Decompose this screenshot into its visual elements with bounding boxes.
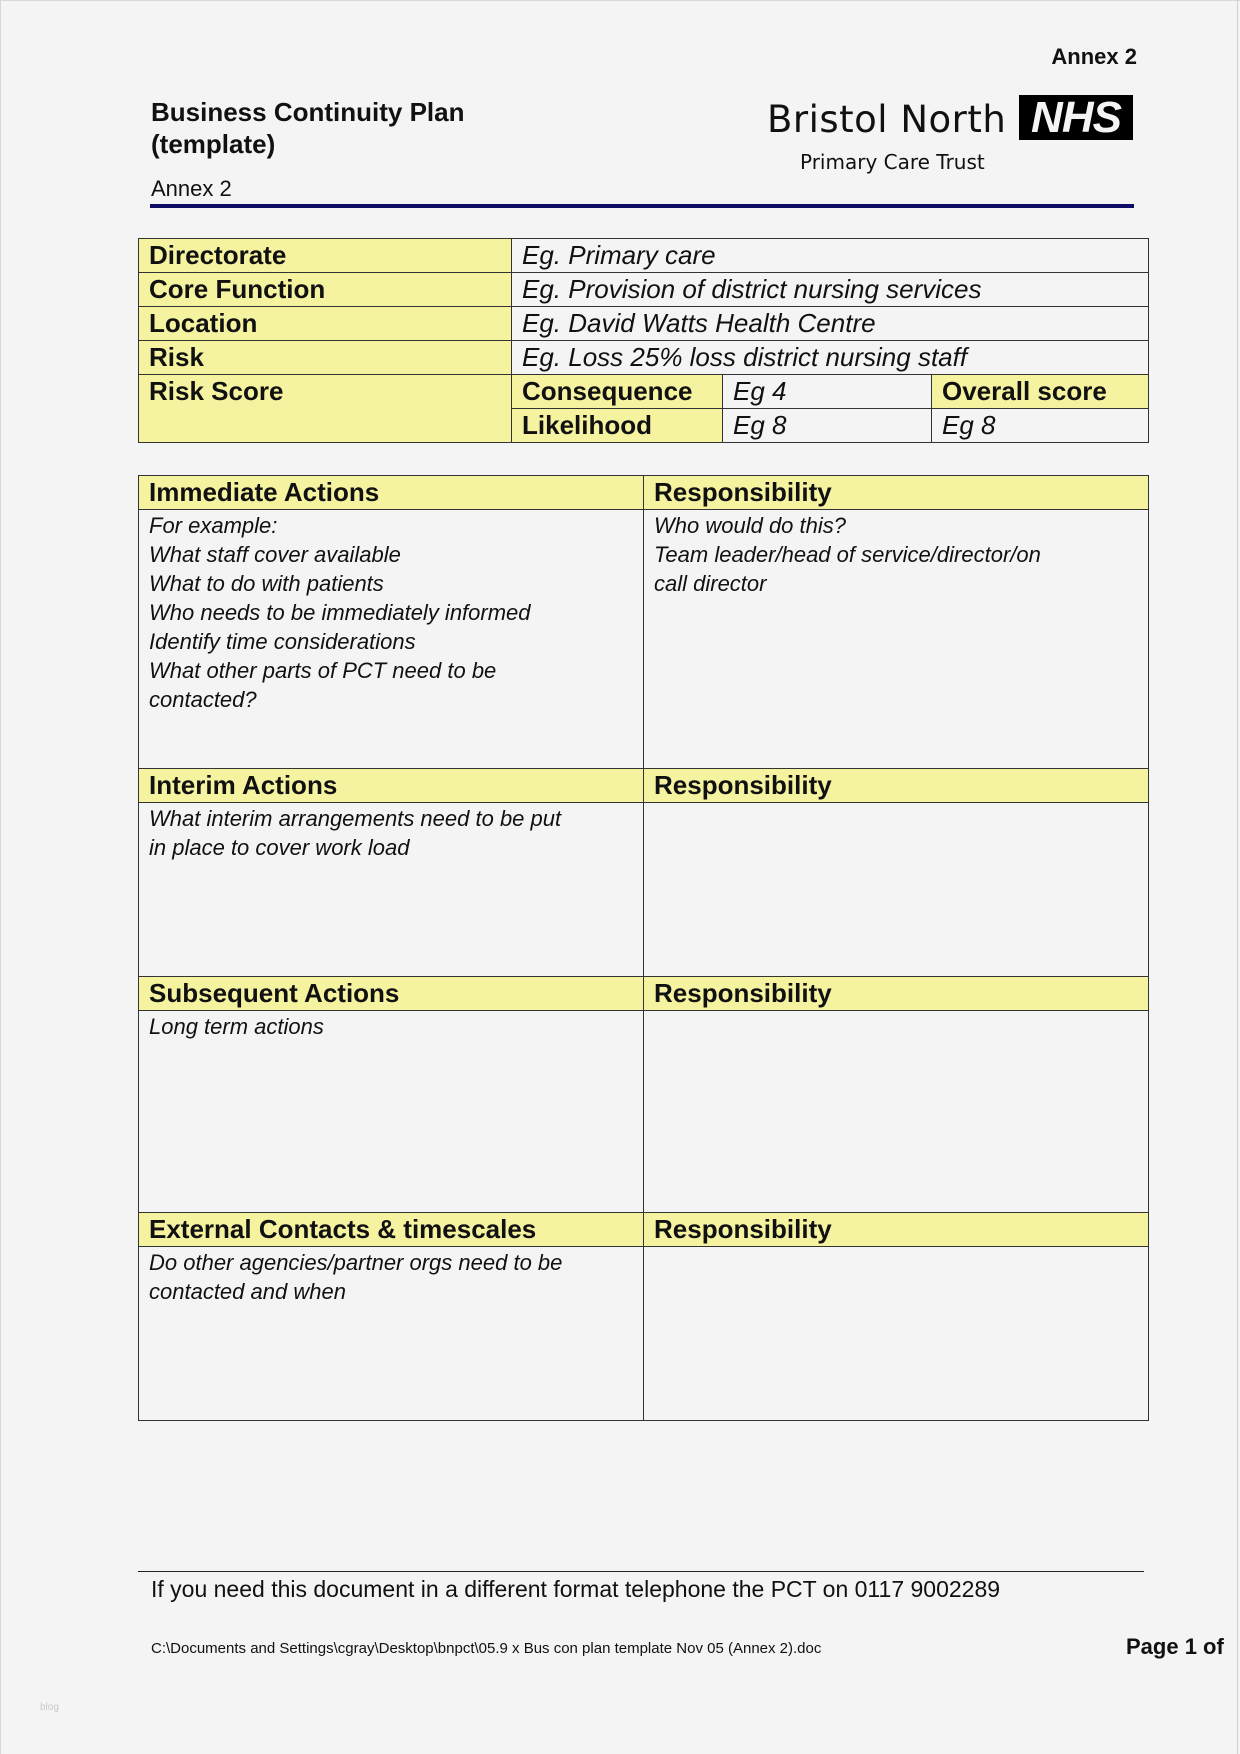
page-number: Page 1 of	[1126, 1634, 1224, 1659]
responsibility-line: Who would do this?	[654, 513, 846, 538]
action-line: Do other agencies/partner orgs need to be	[149, 1250, 563, 1275]
responsibility-cell[interactable]	[644, 803, 1149, 977]
info-value[interactable]: Eg. David Watts Health Centre	[512, 307, 1149, 341]
action-line: What interim arrangements need to be put	[149, 806, 562, 831]
consequence-value[interactable]: Eg 4	[723, 375, 932, 409]
info-label: Location	[139, 307, 512, 341]
org-subtitle: Primary Care Trust	[800, 150, 985, 174]
annex-label: Annex 2	[1051, 44, 1137, 69]
info-value[interactable]: Eg. Provision of district nursing services	[512, 273, 1149, 307]
actions-cell[interactable]	[139, 1247, 644, 1421]
action-line: For example:	[149, 513, 278, 538]
section-body-immediate	[139, 510, 1149, 769]
page-edge-left	[0, 0, 1, 1754]
action-line: contacted and when	[149, 1279, 346, 1304]
page-edge-top	[0, 0, 1240, 1]
info-label: Core Function	[139, 273, 512, 307]
section-heading: External Contacts & timescales	[139, 1213, 644, 1247]
action-line: What staff cover available	[149, 542, 401, 567]
document-subtitle: Annex 2	[151, 176, 232, 201]
title-line-1: Business Continuity Plan	[151, 97, 465, 127]
section-heading: Interim Actions	[139, 769, 644, 803]
responsibility-cell[interactable]	[644, 1247, 1149, 1421]
file-path: C:\Documents and Settings\cgray\Desktop\bnpct\05.9 x Bus con plan template Nov 05 (Annex 2).doc	[151, 1640, 822, 1657]
section-header-subsequent	[139, 977, 1149, 1011]
nhs-logo-icon: NHS	[1019, 95, 1133, 140]
info-row-directorate	[139, 239, 1149, 273]
responsibility-heading: Responsibility	[644, 476, 1149, 510]
org-name: Bristol North	[767, 98, 1007, 141]
section-body-interim	[139, 803, 1149, 977]
info-value[interactable]: Eg. Loss 25% loss district nursing staff	[512, 341, 1149, 375]
section-body-external	[139, 1247, 1149, 1421]
action-line: Identify time considerations	[149, 629, 416, 654]
info-label: Directorate	[139, 239, 512, 273]
info-row-core-function	[139, 273, 1149, 307]
responsibility-line: Team leader/head of service/director/on	[654, 542, 1041, 567]
action-line: Who needs to be immediately informed	[149, 600, 531, 625]
action-line: What other parts of PCT need to be	[149, 658, 497, 683]
section-body-subsequent	[139, 1011, 1149, 1213]
overall-score-value[interactable]: Eg 8	[932, 409, 1149, 443]
risk-score-label: Risk Score	[139, 375, 512, 443]
action-line: What to do with patients	[149, 571, 384, 596]
action-line: contacted?	[149, 687, 257, 712]
responsibility-heading: Responsibility	[644, 977, 1149, 1011]
document-title	[151, 96, 465, 160]
actions-cell[interactable]	[139, 510, 644, 769]
page-edge-right	[1237, 0, 1238, 1754]
watermark: blog	[40, 1702, 59, 1713]
info-row-risk	[139, 341, 1149, 375]
consequence-label: Consequence	[512, 375, 723, 409]
header-divider	[150, 204, 1134, 208]
actions-cell[interactable]	[139, 1011, 644, 1213]
info-value[interactable]: Eg. Primary care	[512, 239, 1149, 273]
responsibility-cell[interactable]	[644, 510, 1149, 769]
overall-score-label: Overall score	[932, 375, 1149, 409]
responsibility-cell[interactable]	[644, 1011, 1149, 1213]
info-row-location	[139, 307, 1149, 341]
info-row-risk-score	[139, 375, 1149, 409]
section-heading: Subsequent Actions	[139, 977, 644, 1011]
section-header-immediate	[139, 476, 1149, 510]
section-header-external	[139, 1213, 1149, 1247]
footer-note: If you need this document in a different format telephone the PCT on 0117 9002289	[151, 1576, 1001, 1602]
footer-divider	[138, 1571, 1144, 1572]
actions-cell[interactable]	[139, 803, 644, 977]
responsibility-heading: Responsibility	[644, 769, 1149, 803]
likelihood-label: Likelihood	[512, 409, 723, 443]
action-line: in place to cover work load	[149, 835, 410, 860]
likelihood-value[interactable]: Eg 8	[723, 409, 932, 443]
info-label: Risk	[139, 341, 512, 375]
actions-table	[138, 475, 1149, 1421]
responsibility-line: call director	[654, 571, 767, 596]
section-heading: Immediate Actions	[139, 476, 644, 510]
section-header-interim	[139, 769, 1149, 803]
title-line-2: (template)	[151, 129, 276, 159]
action-line: Long term actions	[149, 1014, 324, 1039]
info-table	[138, 238, 1149, 443]
responsibility-heading: Responsibility	[644, 1213, 1149, 1247]
